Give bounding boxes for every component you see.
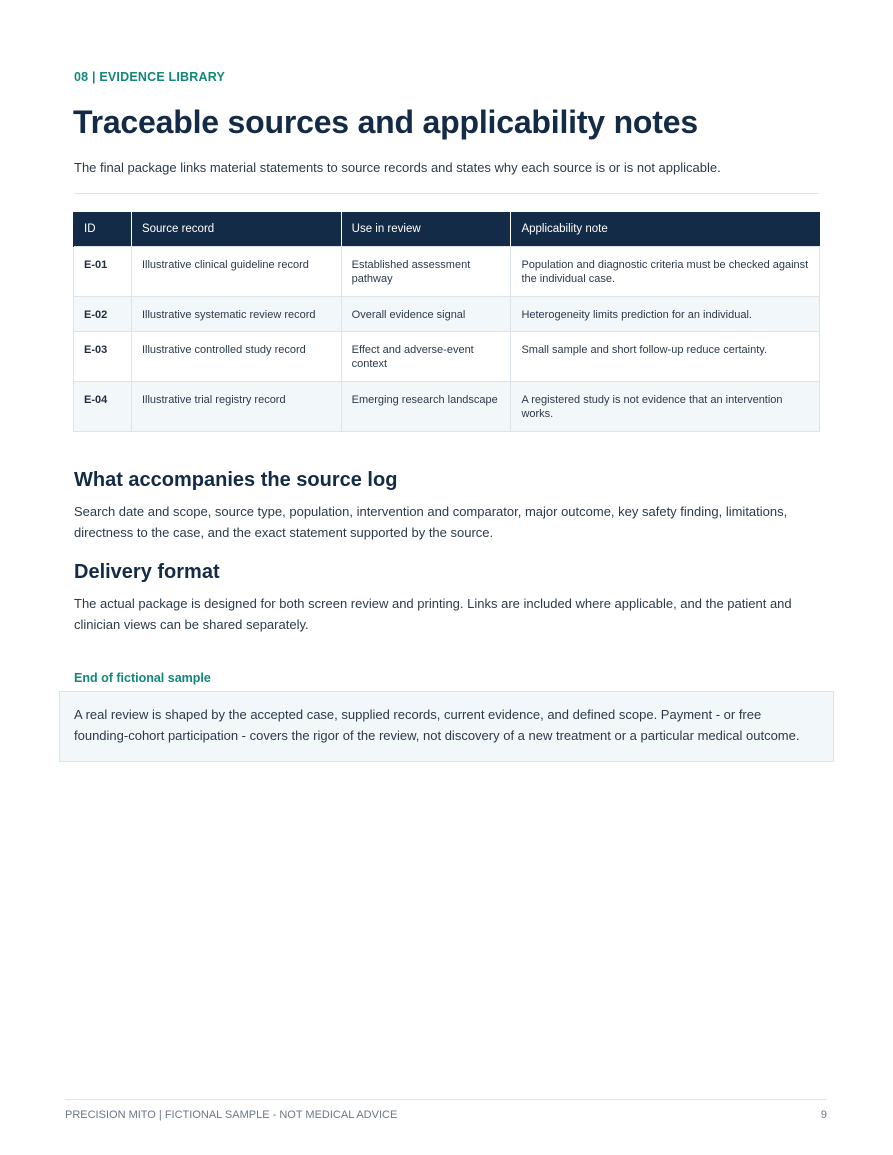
row-use: Established assessment pathway (341, 246, 511, 296)
table-row (74, 331, 820, 381)
table-row (74, 296, 820, 331)
evidence-table (73, 212, 820, 432)
end-of-sample-label: End of fictional sample (74, 671, 211, 685)
section-label: 08 | EVIDENCE LIBRARY (74, 70, 226, 84)
delivery-format-heading: Delivery format (74, 561, 220, 583)
row-note: Population and diagnostic criteria must be checked against the individual case. (511, 246, 820, 296)
scope-callout: A real review is shaped by the accepted case, supplied records, current evidence, and defined scope. Payment - or free founding-cohort participation - covers the rigor of the review, not discovery of a new treatment or a particular medical outcome. (59, 691, 834, 762)
header-applicability-note: Applicability note (511, 212, 820, 246)
row-source: Illustrative clinical guideline record (131, 246, 341, 296)
row-use: Emerging research landscape (341, 381, 511, 431)
row-note: Heterogeneity limits prediction for an individual. (511, 296, 820, 331)
row-source: Illustrative controlled study record (131, 331, 341, 381)
title-divider (74, 193, 819, 194)
footer-text: PRECISION MITO | FICTIONAL SAMPLE - NOT MEDICAL ADVICE (65, 1109, 398, 1121)
row-id: E-02 (74, 296, 132, 331)
source-log-heading: What accompanies the source log (74, 469, 398, 491)
header-use-in-review: Use in review (341, 212, 511, 246)
intro-text: The final package links material statements to source records and states why each source is or is not applicable. (74, 160, 721, 175)
table-row (74, 246, 820, 296)
table-row (74, 381, 820, 431)
row-id: E-04 (74, 381, 132, 431)
source-log-text: Search date and scope, source type, population, intervention and comparator, major outcome, key safety finding, limitations, directness to the case, and the exact statement supported by the source. (74, 504, 788, 540)
row-note: Small sample and short follow-up reduce certainty. (511, 331, 820, 381)
page-title: Traceable sources and applicability notes (73, 104, 698, 140)
row-use: Overall evidence signal (341, 296, 511, 331)
row-source: Illustrative trial registry record (131, 381, 341, 431)
row-use: Effect and adverse-event context (341, 331, 511, 381)
row-id: E-03 (74, 331, 132, 381)
row-source: Illustrative systematic review record (131, 296, 341, 331)
row-note: A registered study is not evidence that an intervention works. (511, 381, 820, 431)
delivery-format-text: The actual package is designed for both screen review and printing. Links are included where applicable, and the patient and clinician views can be shared separately. (74, 596, 792, 632)
evidence-table-header (74, 212, 820, 246)
header-id: ID (74, 212, 132, 246)
row-id: E-01 (74, 246, 132, 296)
header-source-record: Source record (131, 212, 341, 246)
footer-divider (65, 1099, 827, 1100)
page-number: 9 (820, 1109, 827, 1121)
